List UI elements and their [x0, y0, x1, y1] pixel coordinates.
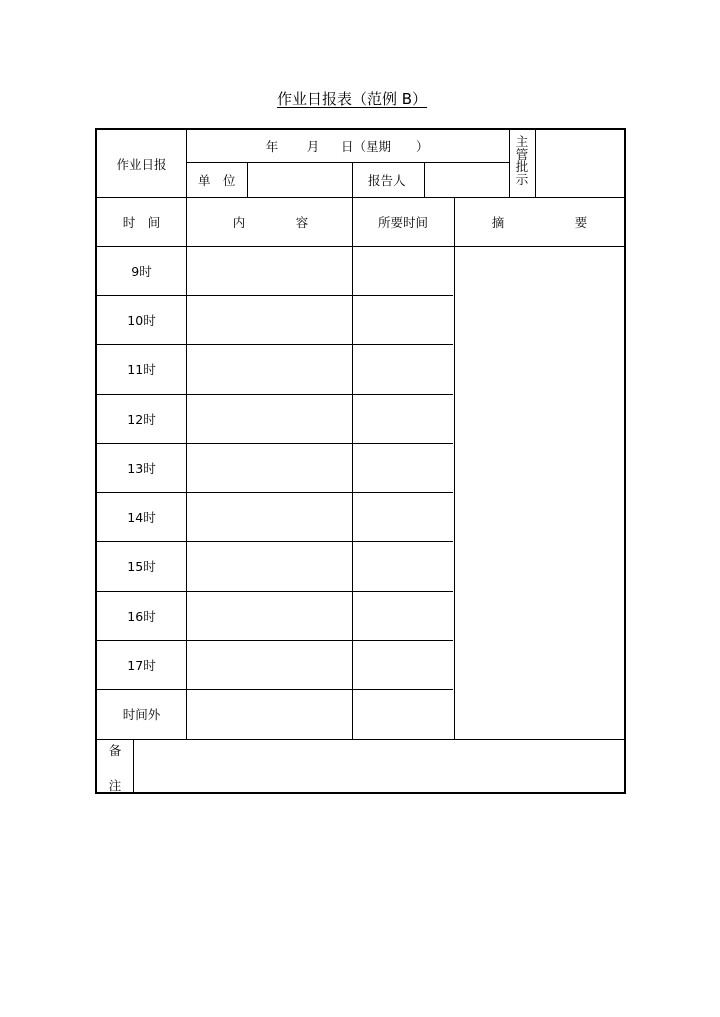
time-row-label: 9时 — [131, 263, 152, 279]
time-row-label: 10时 — [127, 312, 156, 328]
rule-col-duration — [454, 197, 455, 739]
remarks-char: 备 — [108, 743, 122, 758]
col-header-content-right: 容 — [295, 214, 309, 230]
col-header-summary-right: 要 — [574, 214, 588, 230]
date-month: 月 — [306, 139, 320, 154]
approval-char: 主 — [515, 134, 529, 149]
date-day-weekday: 日（星期 ） — [341, 139, 429, 154]
rule-reporter-label — [352, 162, 353, 197]
date-year: 年 — [265, 139, 279, 154]
form-title: 作业日报表（范例 B） — [277, 90, 428, 108]
approval-label — [515, 136, 529, 186]
time-row-label: 16时 — [127, 608, 156, 624]
rule-col-content — [352, 197, 353, 739]
col-header-content-left: 内 — [232, 214, 246, 230]
header-label: 作业日报 — [116, 156, 167, 172]
time-row-label: 12时 — [127, 411, 156, 427]
rule-remarks-top — [97, 739, 624, 740]
approval-char: 示 — [515, 171, 529, 187]
time-row-label: 14时 — [127, 509, 156, 525]
approval-char: 批 — [515, 159, 529, 174]
remarks-char: 注 — [108, 778, 122, 793]
unit-label: 单 位 — [198, 172, 236, 188]
rule-approval-right — [535, 130, 536, 197]
rule-reporter-value — [424, 162, 425, 197]
time-row-label: 时间外 — [122, 707, 161, 722]
col-header-summary-left: 摘 — [491, 214, 505, 230]
time-row-label: 17时 — [127, 657, 156, 673]
rule-unit-value — [247, 162, 248, 197]
time-row-label: 13时 — [127, 460, 156, 476]
time-row-label: 11时 — [127, 362, 156, 377]
approval-char: 管 — [515, 146, 529, 162]
time-row-label: 15时 — [127, 559, 156, 574]
rule-remarks-label — [133, 739, 134, 792]
reporter-label: 报告人 — [368, 172, 406, 188]
col-header-time: 时 间 — [122, 214, 161, 230]
rule-col-time — [186, 130, 187, 739]
daily-report-form — [95, 128, 626, 794]
rule-approval-left — [509, 130, 510, 197]
col-header-duration: 所要时间 — [377, 214, 428, 230]
